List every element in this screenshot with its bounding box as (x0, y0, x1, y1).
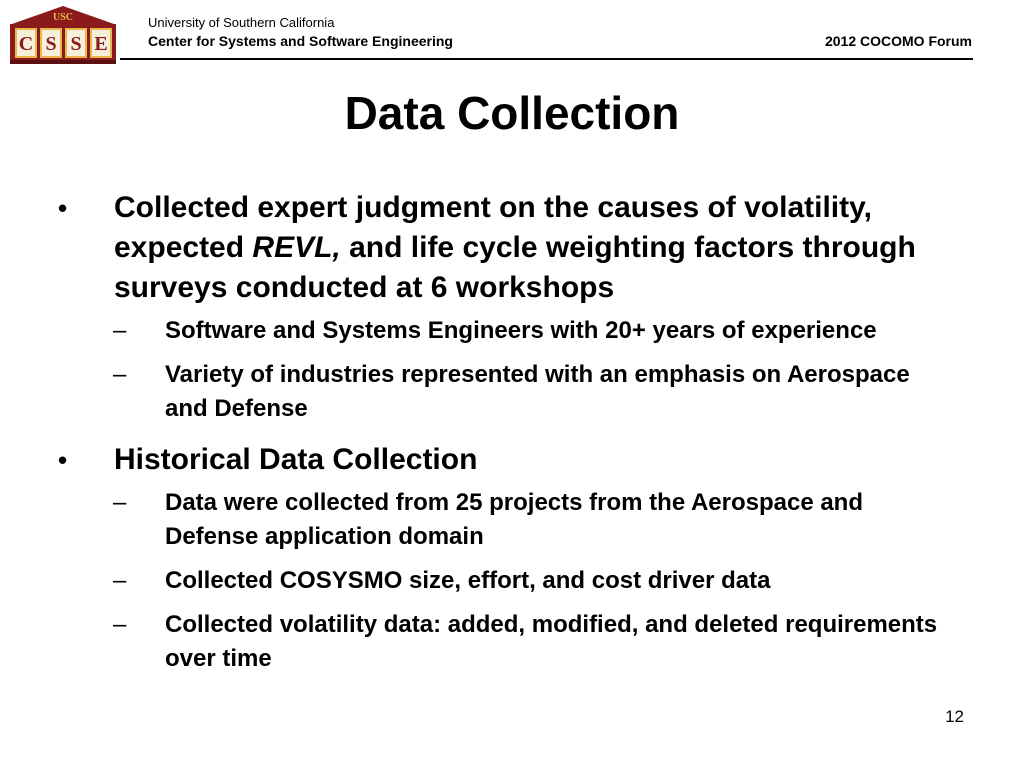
logo-usc-text: USC (52, 12, 74, 23)
sub-bullet-text: Data were collected from 25 projects from the Aerospace and Defense application domain (165, 489, 864, 550)
sub-bullet-cosysmo (0, 564, 1024, 598)
logo-letter-c: C (18, 33, 34, 55)
bullet-text-revl: REVL, (252, 231, 341, 264)
slide-title: Data Collection (344, 87, 680, 139)
university-name: University of Southern California (148, 15, 335, 30)
sub-bullet-engineers (0, 314, 1024, 348)
page-number: 12 (945, 707, 964, 726)
logo-letter-e: E (94, 33, 108, 55)
bullet-marker: • (58, 445, 68, 475)
sub-bullet-projects (0, 486, 1024, 554)
bullet-text-part2: and life cycle weighting factors through surveys conducted at 6 workshops (114, 231, 916, 304)
sub-bullet-marker: – (113, 317, 127, 344)
sub-bullet-marker: – (113, 489, 127, 516)
bullet-historical-data (0, 440, 1024, 480)
logo-letter-s2: S (70, 33, 82, 55)
sub-bullet-text: Software and Systems Engineers with 20+ years of experience (165, 317, 877, 344)
bullet-expert-judgment (0, 188, 1024, 308)
logo-letter-s1: S (45, 33, 57, 55)
sub-bullet-volatility (0, 608, 1024, 676)
bullet-text: Historical Data Collection (114, 443, 478, 476)
sub-bullet-marker: – (113, 611, 127, 638)
slide-body (0, 188, 1024, 676)
csse-logo (8, 4, 118, 66)
sub-bullet-text: Collected COSYSMO size, effort, and cost driver data (165, 567, 771, 594)
logo-foot (10, 60, 116, 64)
sub-bullet-text: Variety of industries represented with an emphasis on Aerospace and Defense (165, 361, 910, 422)
sub-bullet-marker: – (113, 361, 127, 388)
forum-name: 2012 COCOMO Forum (824, 33, 972, 49)
sub-bullet-text: Collected volatility data: added, modified, and deleted requirements over time (165, 611, 938, 672)
header-divider (120, 58, 973, 60)
bullet-text-part1: Collected expert judgment on the causes of volatility, expected (114, 191, 872, 264)
sub-bullet-industries (0, 358, 1024, 426)
sub-bullet-marker: – (113, 567, 127, 594)
bullet-marker: • (58, 193, 68, 223)
center-name: Center for Systems and Software Engineering (148, 33, 453, 49)
